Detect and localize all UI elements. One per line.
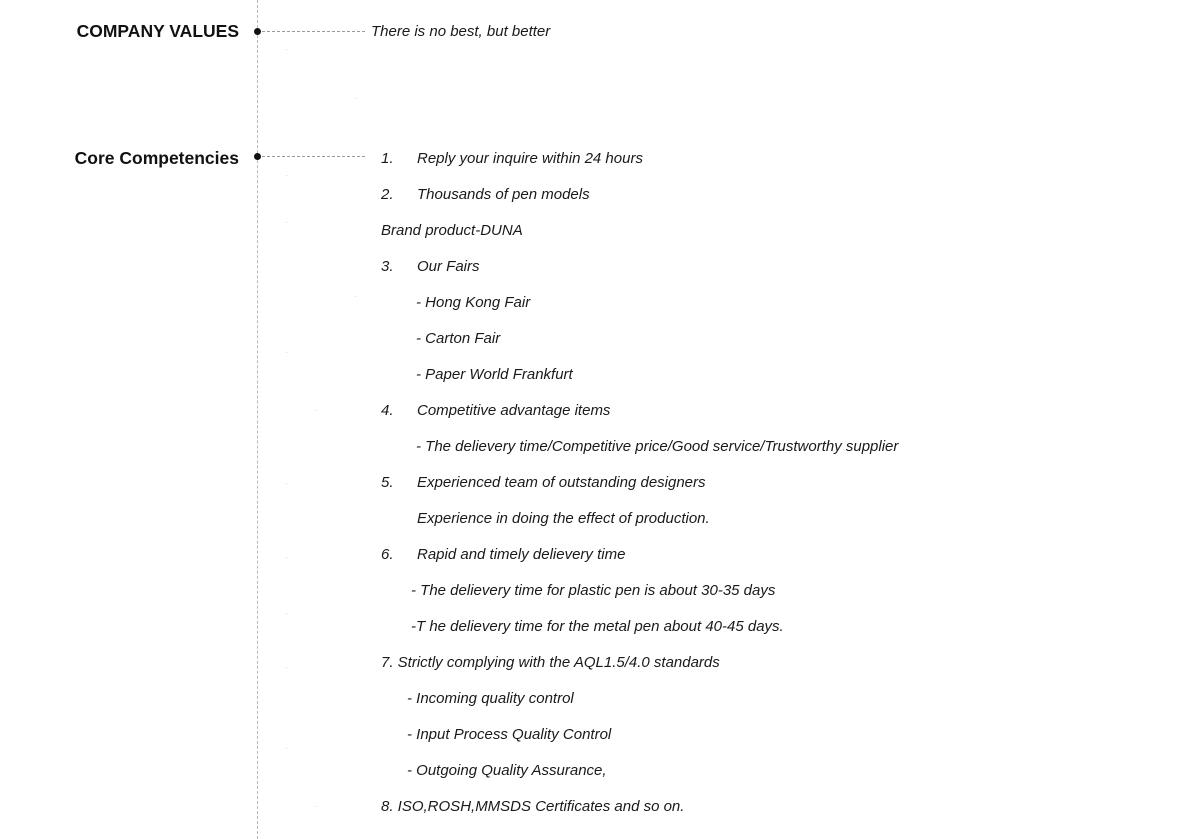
company-values-connector <box>262 31 365 32</box>
company-values-bullet <box>254 28 261 35</box>
core-competencies-heading: Core Competencies <box>74 148 239 168</box>
core-competencies-bullet <box>254 153 261 160</box>
speck <box>286 667 287 668</box>
list-subitem: - Carton Fair <box>416 330 501 347</box>
speck <box>286 483 287 484</box>
speck <box>286 557 287 558</box>
speck <box>286 222 287 223</box>
list-subitem: - Incoming quality control <box>407 690 574 707</box>
list-subitem: - Hong Kong Fair <box>416 294 531 311</box>
speck <box>355 98 356 99</box>
list-subitem: -T he delievery time for the metal pen about 40-45 days. <box>411 618 784 635</box>
list-subitem: - Input Process Quality Control <box>407 726 612 743</box>
list-number: 1. <box>381 150 394 167</box>
list-subitem: - Paper World Frankfurt <box>416 366 573 383</box>
list-subitem: - Outgoing Quality Assurance, <box>407 762 607 779</box>
speck <box>316 410 317 411</box>
list-item: Rapid and timely delievery time <box>417 546 626 563</box>
company-values-heading: COMPANY VALUES <box>76 21 239 41</box>
speck <box>286 352 287 353</box>
speck <box>286 748 287 749</box>
list-item: Our Fairs <box>417 258 480 275</box>
speck <box>316 806 317 807</box>
speck <box>286 175 287 176</box>
company-values-text: There is no best, but better <box>371 23 551 40</box>
list-number: 3. <box>381 258 394 275</box>
list-number: 5. <box>381 474 394 491</box>
list-item: Thousands of pen models <box>417 186 590 203</box>
list-item: Experienced team of outstanding designers <box>417 474 706 491</box>
list-number: 4. <box>381 402 394 419</box>
list-number: 6. <box>381 546 394 563</box>
core-competencies-connector <box>262 156 365 157</box>
list-item: Competitive advantage items <box>417 402 611 419</box>
list-item: 8. ISO,ROSH,MMSDS Certificates and so on. <box>381 798 685 815</box>
list-item: Brand product-DUNA <box>381 222 523 239</box>
list-item: Reply your inquire within 24 hours <box>417 150 643 167</box>
speck <box>355 296 356 297</box>
speck <box>286 613 287 614</box>
list-subitem: Experience in doing the effect of production. <box>417 510 710 527</box>
list-subitem: - The delievery time/Competitive price/Good service/Trustworthy supplier <box>416 438 899 455</box>
list-item: 7. Strictly complying with the AQL1.5/4.0 standards <box>381 654 720 671</box>
speck <box>286 49 287 50</box>
timeline-line <box>257 0 258 839</box>
list-subitem: - The delievery time for plastic pen is about 30-35 days <box>411 582 776 599</box>
list-number: 2. <box>381 186 394 203</box>
